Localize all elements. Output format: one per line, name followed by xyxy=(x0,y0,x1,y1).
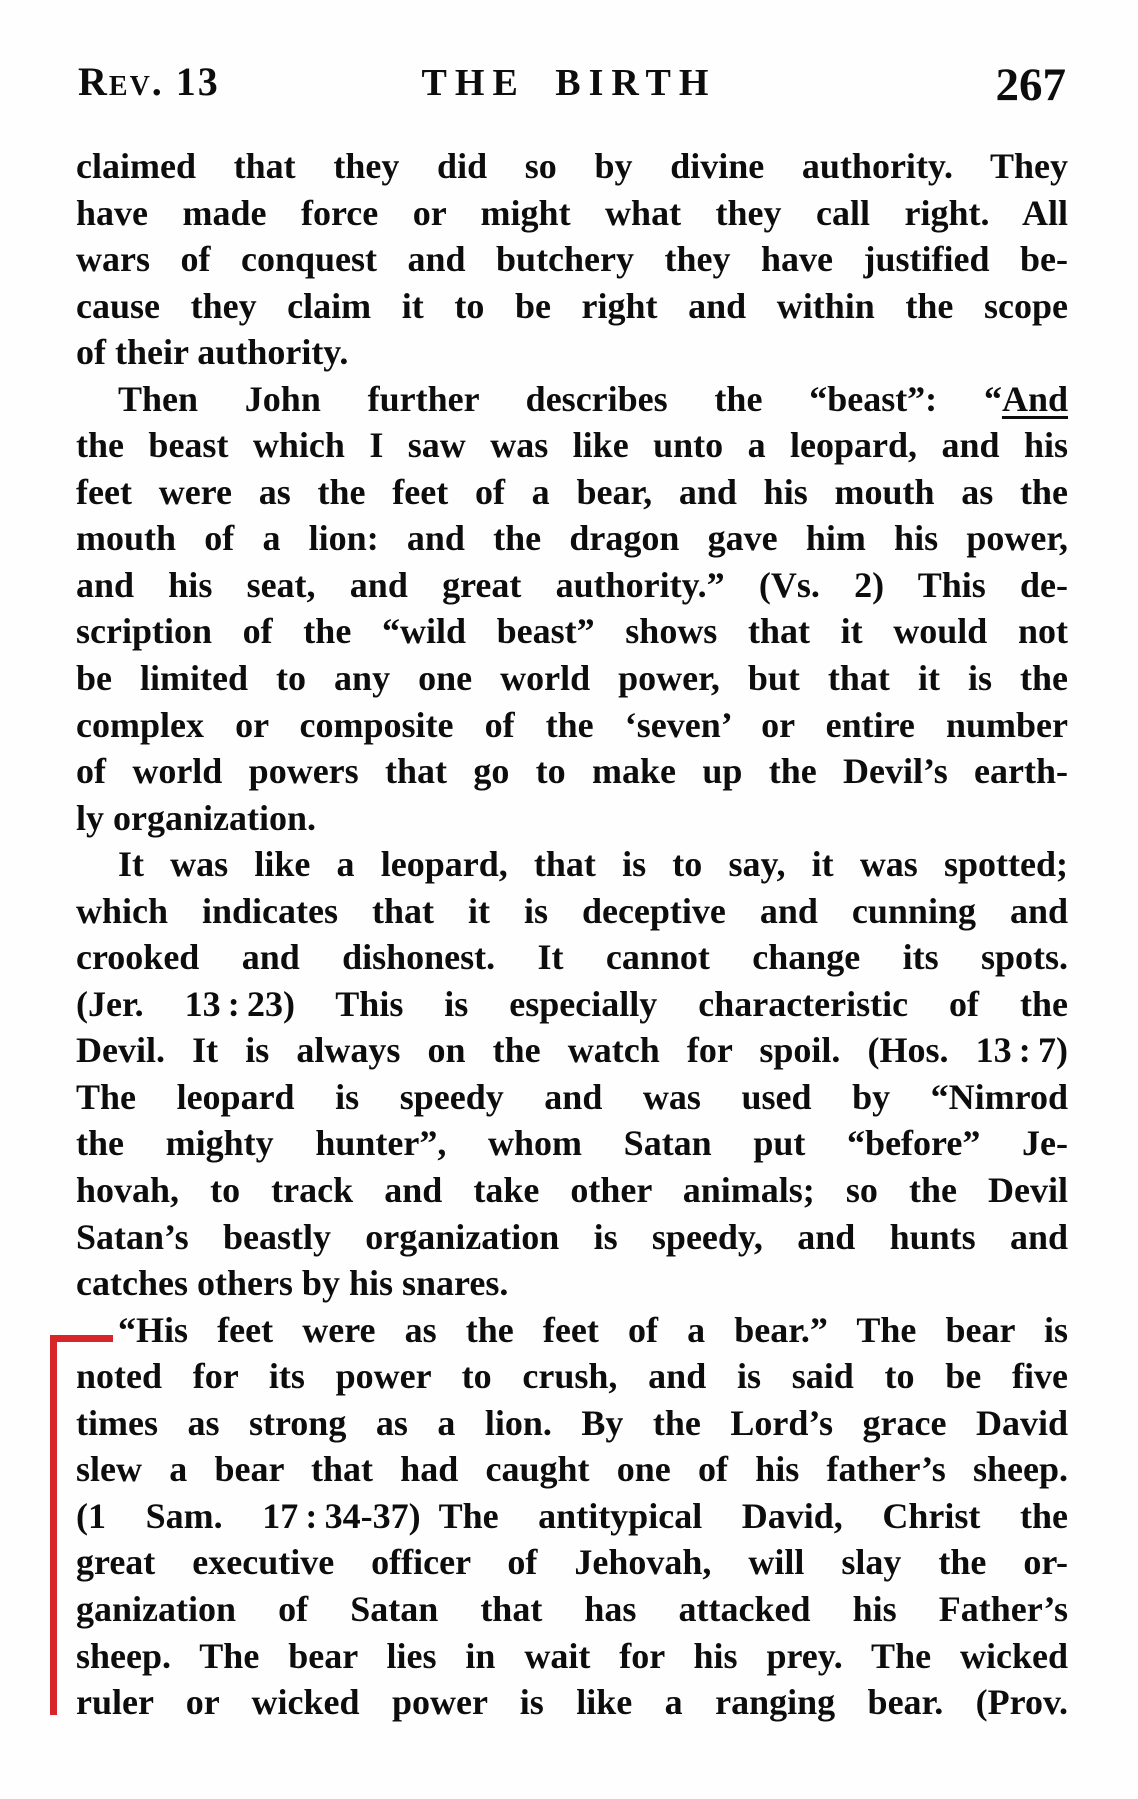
text-line: the mighty hunter”, whom Satan put “before” Je- xyxy=(76,1123,1068,1164)
text-line: the beast which I saw was like unto a leopard, and his xyxy=(76,425,1068,466)
text-line: scription of the “wild beast” shows that it would not xyxy=(76,611,1068,652)
text-line: and his seat, and great authority.” (Vs. 2) This de- xyxy=(76,564,1068,605)
text-line: Devil. It is always on the watch for spoil. (Hos. 13 : 7) xyxy=(76,1030,1068,1071)
text-line: be limited to any one world power, but that it is the xyxy=(76,658,1068,699)
page-header xyxy=(0,0,1138,120)
text-line: Then John further describes the “beast”: “And xyxy=(118,378,1068,419)
text-line: ganization of Satan that has attacked his Father’s xyxy=(76,1588,1068,1629)
text-line: complex or composite of the ‘seven’ or entire number xyxy=(76,704,1068,745)
text-line: It was like a leopard, that is to say, it was spotted; xyxy=(118,844,1068,885)
text-line: which indicates that it is deceptive and cunning and xyxy=(76,890,1068,931)
text-line: The leopard is speedy and was used by “Nimrod xyxy=(76,1076,1068,1117)
text-line: claimed that they did so by divine authority. They xyxy=(76,146,1068,186)
text-line: have made force or might what they call right. All xyxy=(76,192,1068,233)
text-line: great executive officer of Jehovah, will slay the or- xyxy=(76,1542,1068,1583)
text-line: cause they claim it to be right and within the scope xyxy=(76,285,1068,326)
red-margin-bracket-annotation xyxy=(50,1335,113,1715)
text-line: crooked and dishonest. It cannot change its spots. xyxy=(76,937,1068,978)
text-line: noted for its power to crush, and is said to be five xyxy=(76,1356,1068,1397)
page-number: 267 xyxy=(995,59,1066,111)
text-line: times as strong as a lion. By the Lord’s grace David xyxy=(76,1402,1068,1443)
text-line: (1 Sam. 17 : 34-37) The antitypical David, Christ the xyxy=(76,1495,1068,1536)
text-line: catches others by his snares. xyxy=(76,1263,509,1304)
running-head-chapter: Rev. 13 xyxy=(78,59,220,104)
text-line: of world powers that go to make up the Devil’s earth- xyxy=(76,751,1068,792)
paragraph xyxy=(76,376,1068,841)
text-line: ruler or wicked power is like a ranging bear. (Prov. xyxy=(76,1682,1068,1723)
paragraph xyxy=(76,1307,1068,1726)
text-line: sheep. The bear lies in wait for his prey. The wicked xyxy=(76,1635,1068,1676)
text-line: ly organization. xyxy=(76,797,316,838)
text-line: of their authority. xyxy=(76,332,349,373)
paragraph xyxy=(76,841,1068,1306)
text-line: wars of conquest and butchery they have justified be- xyxy=(76,239,1068,280)
text-line: (Jer. 13 : 23) This is especially characteristic of the xyxy=(76,983,1068,1024)
text-line: Satan’s beastly organization is speedy, and hunts and xyxy=(76,1216,1068,1257)
text-line: mouth of a lion: and the dragon gave him his power, xyxy=(76,518,1068,559)
text-line: “His feet were as the feet of a bear.” The bear is xyxy=(118,1309,1068,1350)
text-line: feet were as the feet of a bear, and his mouth as the xyxy=(76,471,1068,512)
body-text xyxy=(76,143,1068,1726)
underlined-word: And xyxy=(1001,378,1068,419)
running-head-title: THE BIRTH xyxy=(421,62,717,104)
text-line: slew a bear that had caught one of his father’s sheep. xyxy=(76,1449,1068,1490)
paragraph xyxy=(76,143,1068,376)
text-line: hovah, to track and take other animals; so the Devil xyxy=(76,1170,1068,1211)
